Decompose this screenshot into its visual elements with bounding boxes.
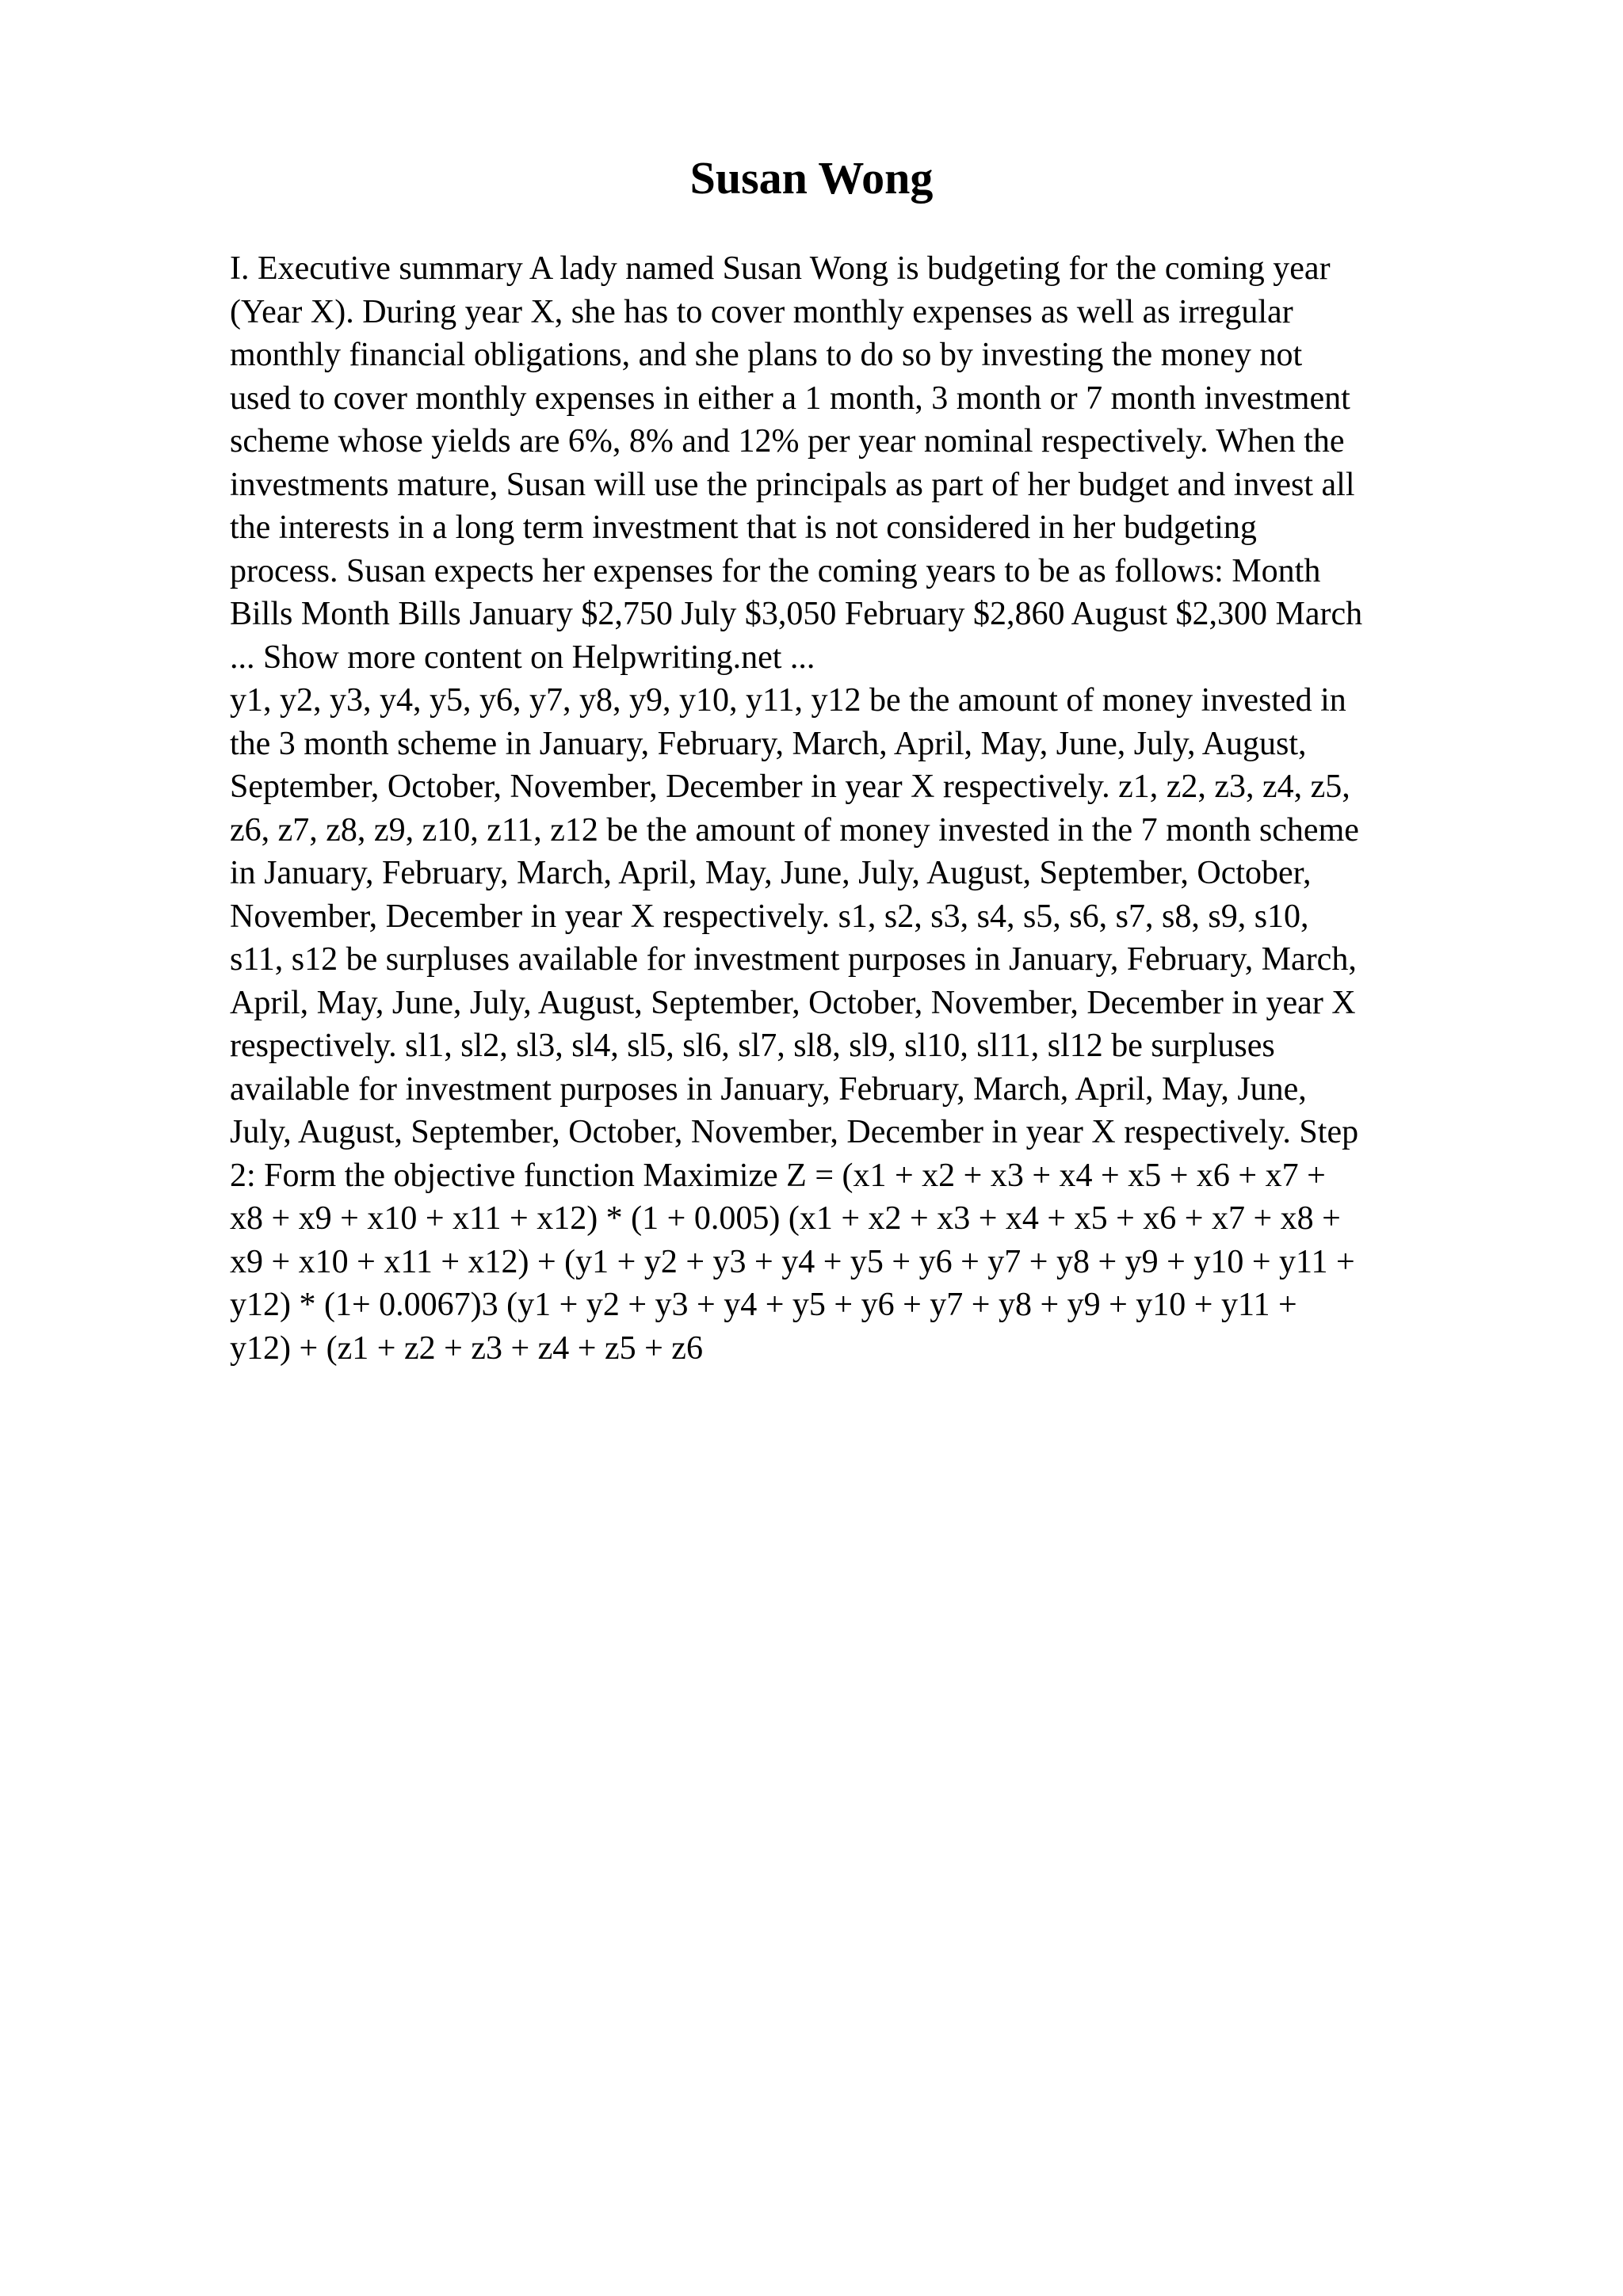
variable-definitions-paragraph: y1, y2, y3, y4, y5, y6, y7, y8, y9, y10, y11, y12 be the amount of money invested in the 3 month scheme in January, February, March, April, May, June, July, August, September, October, November, December in year X respectively. z1, z2, z3, z4, z5, z6, z7, z8, z9, z10, z11, z12 be the amount of money invested in the 7 month scheme in January, February, March, April, May, June, July, August, September, October, November, December in year X respectively. s1, s2, s3, s4, s5, s6, s7, s8, s9, s10, s11, s12 be surpluses available for investment purposes in January, February, March, April, May, June, July, August, September, October, November, December in year X respectively. sl1, sl2, sl3, sl4, sl5, sl6, sl7, sl8, sl9, sl10, sl11, sl12 be surpluses available for investment purposes in January, February, March, April, May, June, July, August, September, October, November, December in year X respectively. Step 2: Form the objective function Maximize Z = (x1 + x2 + x3 + x4 + x5 + x6 + x7 + x8 + x9 + x10 + x11 + x12) * (1 + 0.005) (x1 + x2 + x3 + x4 + x5 + x6 + x7 + x8 + x9 + x10 + x11 + x12) + (y1 + y2 + y3 + y4 + y5 + y6 + y7 + y8 + y9 + y10 + y11 + y12) * (1+ 0.0067)3 (y1 + y2 + y3 + y4 + y5 + y6 + y7 + y8 + y9 + y10 + y11 + y12) + (z1 + z2 + z3 + z4 + z5 + z6: [230, 682, 1359, 1367]
document-title: Susan Wong: [689, 152, 934, 204]
document-body: [230, 247, 1514, 1370]
executive-summary-paragraph: I. Executive summary A lady named Susan Wong is budgeting for the coming year (Year X). During year X, she has to cover monthly expenses as well as irregular monthly financial obligations, and she plans to do so by investing the money not used to cover monthly expenses in either a 1 month, 3 month or 7 month investment scheme whose yields are 6%, 8% and 12% per year nominal respectively. When the investments mature, Susan will use the principals as part of her budget and invest all the interests in a long term investment that is not considered in her budgeting process. Susan expects her expenses for the coming years to be as follows: Month Bills Month Bills January $2,750 July $3,050 February $2,860 August $2,300 March ... Show more content on Helpwriting.net ...: [230, 250, 1363, 676]
